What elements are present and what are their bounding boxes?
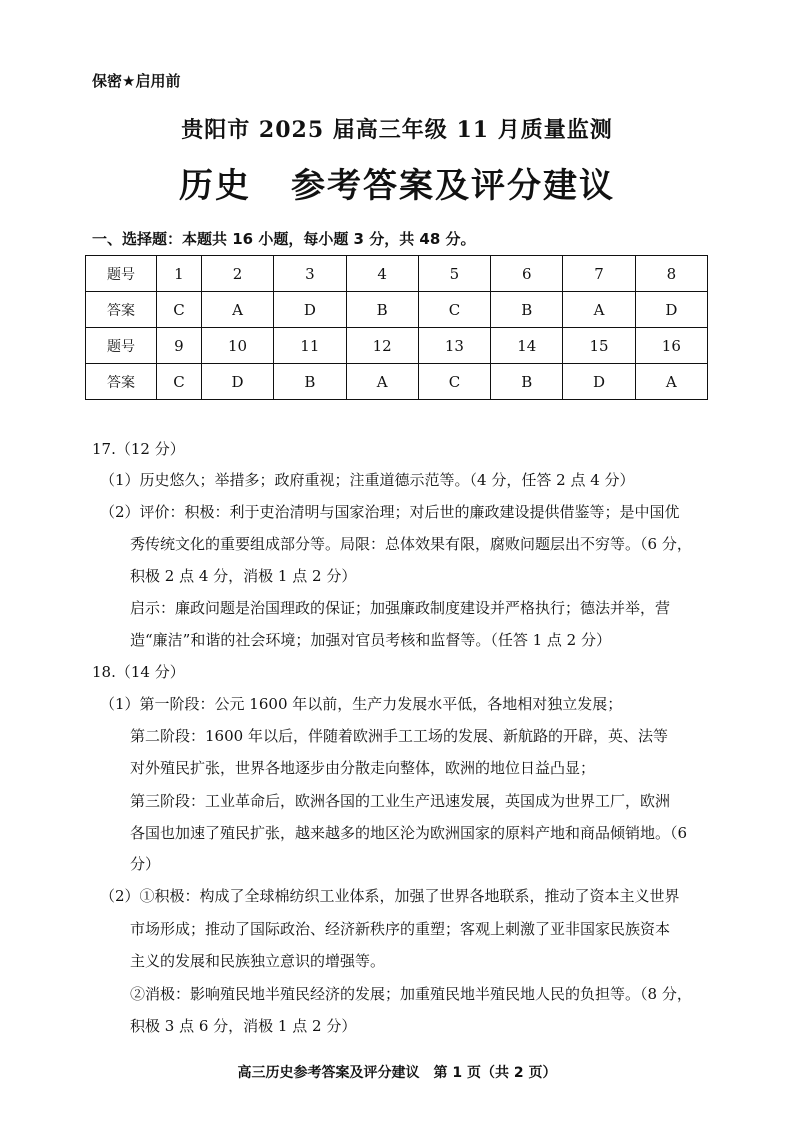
answer-table-cell: D: [274, 292, 346, 328]
q18-line7: （2）①积极：构成了全球棉纺织工业体系，加强了世界各地联系，推动了资本主义世界: [100, 887, 680, 905]
answer-table-cell: D: [635, 292, 707, 328]
answer-table-cell: 15: [563, 328, 635, 364]
q18-line2: 第二阶段：1600 年以后，伴随着欧洲手工工场的发展、新航路的开辟，英、法等: [130, 727, 668, 745]
q18-line3: 对外殖民扩张，世界各地逐步由分散走向整体，欧洲的地位日益凸显；: [130, 759, 596, 777]
confidential-label: 保密★启用前: [92, 72, 181, 90]
answer-table-cell: B: [274, 364, 346, 400]
answer-table-cell: A: [201, 292, 273, 328]
answer-table-cell: B: [346, 292, 418, 328]
answer-table-cell: 5: [418, 256, 490, 292]
answer-table-cell: C: [418, 292, 490, 328]
answer-table-cell: A: [346, 364, 418, 400]
answer-table-cell: 2: [201, 256, 273, 292]
answer-table-row-label: 答案: [86, 292, 157, 328]
section1-heading: 一、选择题：本题共 16 小题，每小题 3 分，共 48 分。: [92, 230, 476, 248]
answer-table-row-label: 题号: [86, 256, 157, 292]
answer-table-cell: C: [418, 364, 490, 400]
answer-table-cell: 14: [491, 328, 563, 364]
subject-label: 历史: [179, 166, 251, 206]
answer-table-cell: 12: [346, 328, 418, 364]
q17-heading: 17.（12 分）: [92, 440, 185, 458]
q18-line5: 各国也加速了殖民扩张，越来越多的地区沦为欧洲国家的原料产地和商品倾销地。（6: [130, 824, 688, 842]
answer-table-row: [86, 328, 708, 364]
q17-part2-line2: 秀传统文化的重要组成部分等。局限：总体效果有限，腐败问题层出不穷等。（6 分，: [130, 535, 692, 553]
answer-table-cell: 16: [635, 328, 707, 364]
answer-table: [85, 255, 708, 400]
q17-part2-line3: 积极 2 点 4 分，消极 1 点 2 分）: [130, 567, 357, 585]
answer-table-cell: 9: [157, 328, 202, 364]
q18-line1: （1）第一阶段：公元 1600 年以前，生产力发展水平低，各地相对独立发展；: [100, 695, 623, 713]
answer-table-cell: 1: [157, 256, 202, 292]
answer-table-cell: 11: [274, 328, 346, 364]
q18-line10: ②消极：影响殖民地半殖民经济的发展；加重殖民地半殖民地人民的负担等。（8 分，: [130, 985, 692, 1003]
q18-line11: 积极 3 点 6 分，消极 1 点 2 分）: [130, 1017, 357, 1035]
q17-part2-line1: （2）评价：积极：利于吏治清明与国家治理；对后世的廉政建设提供借鉴等；是中国优: [100, 503, 680, 521]
answer-table-cell: 4: [346, 256, 418, 292]
q18-line8: 市场形成；推动了国际政治、经济新秩序的重塑；客观上刺激了亚非国家民族资本: [130, 920, 671, 938]
answer-table-cell: 13: [418, 328, 490, 364]
answer-table-row: [86, 364, 708, 400]
q18-line9: 主义的发展和民族独立意识的增强等。: [130, 952, 386, 970]
q18-heading: 18.（14 分）: [92, 663, 185, 681]
answer-table-cell: 7: [563, 256, 635, 292]
answer-table-cell: 10: [201, 328, 273, 364]
answer-table-cell: D: [201, 364, 273, 400]
answer-table-cell: 6: [491, 256, 563, 292]
answer-table-cell: A: [563, 292, 635, 328]
answer-table-row: [86, 256, 708, 292]
answer-table-row-label: 答案: [86, 364, 157, 400]
q18-line6: 分）: [130, 855, 161, 873]
answer-table-cell: 3: [274, 256, 346, 292]
q17-part3-line1: 启示：廉政问题是治国理政的保证；加强廉政制度建设并严格执行；德法并举，营: [130, 599, 671, 617]
answer-table-cell: B: [491, 292, 563, 328]
q18-line4: 第三阶段：工业革命后，欧洲各国的工业生产迅速发展，英国成为世界工厂，欧洲: [130, 792, 671, 810]
answer-table-cell: 8: [635, 256, 707, 292]
answer-table-row: [86, 292, 708, 328]
answer-table-cell: C: [157, 292, 202, 328]
answer-table-row-label: 题号: [86, 328, 157, 364]
exam-title: 贵阳市 2025 届高三年级 11 月质量监测: [181, 117, 613, 143]
q17-part3-line2: 造“廉洁”和谐的社会环境；加强对官员考核和监督等。（任答 1 点 2 分）: [130, 631, 611, 649]
page-title: [0, 158, 794, 207]
answer-table-cell: D: [563, 364, 635, 400]
answer-table-cell: C: [157, 364, 202, 400]
answer-table-cell: A: [635, 364, 707, 400]
q17-part1: （1）历史悠久；举措多；政府重视；注重道德示范等。（4 分，任答 2 点 4 分）: [100, 471, 635, 489]
answer-table-cell: B: [491, 364, 563, 400]
subtitle-label: 参考答案及评分建议: [291, 166, 615, 206]
page-footer: 高三历史参考答案及评分建议 第 1 页（共 2 页）: [237, 1065, 557, 1081]
